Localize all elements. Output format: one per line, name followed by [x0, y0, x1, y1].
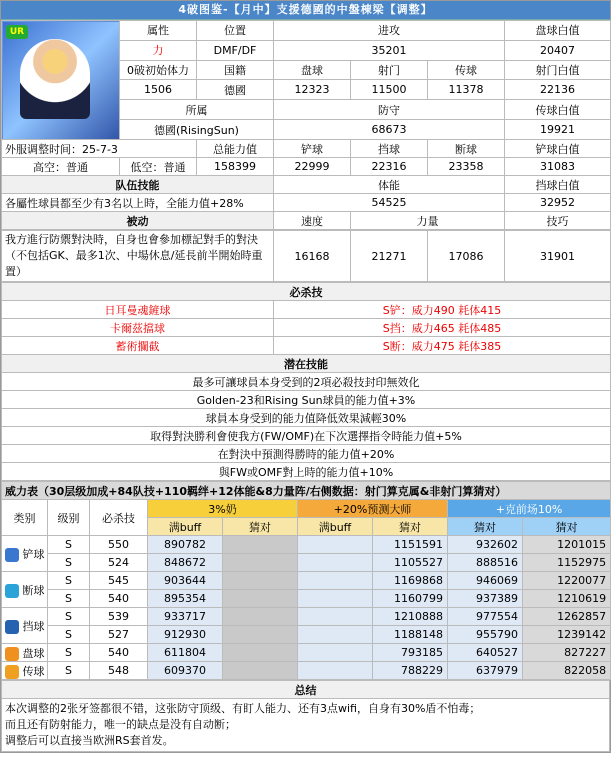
- latent-item-4: 取得對決勝利會使我方(FW/OMF)在下次選擇指令時能力值+5%: [2, 427, 611, 445]
- block-white-header: 挡球白值: [505, 176, 611, 194]
- power-value: [223, 590, 298, 608]
- group-2: +20%预测大师: [298, 500, 448, 518]
- power-value: [298, 590, 373, 608]
- summary-line-2: 而且还有防射能力，唯一的缺点是没有自动断；: [5, 718, 236, 731]
- power-row: [2, 554, 611, 572]
- high-air: 高空：普通: [2, 158, 120, 176]
- power-level: S: [48, 590, 90, 608]
- power-value: 903644: [148, 572, 223, 590]
- shoot-white-header: 射门白值: [505, 60, 611, 80]
- power-type-label: 断球: [22, 583, 45, 597]
- power-value: 827227: [523, 644, 611, 662]
- power-row: [2, 536, 611, 554]
- power-value: 1151591: [373, 536, 448, 554]
- power-value: 611804: [148, 644, 223, 662]
- power-value: 1262857: [523, 608, 611, 626]
- defense-header: 防守: [274, 100, 505, 120]
- power-value: 946069: [448, 572, 523, 590]
- power-level: S: [48, 554, 90, 572]
- power-table: [1, 481, 611, 680]
- attr-value: 力: [120, 40, 197, 60]
- power-value: 890782: [148, 536, 223, 554]
- group-1: 3%奶: [148, 500, 298, 518]
- technique-header: 技巧: [505, 212, 611, 230]
- power-type: [2, 662, 48, 680]
- sub-3: 满buff: [298, 518, 373, 536]
- special-label: 必杀技: [2, 283, 611, 301]
- power-level: S: [48, 572, 90, 590]
- position-value: DMF/DF: [197, 40, 274, 60]
- power-value: [298, 644, 373, 662]
- power-value: 793185: [373, 644, 448, 662]
- summary-line-3: 调整后可以直接当欧洲RS套首发。: [5, 734, 174, 747]
- hp-header: 体能: [274, 176, 505, 194]
- block-value: 22316: [351, 158, 428, 176]
- power-row: [2, 626, 611, 644]
- power-value: [223, 554, 298, 572]
- col-type: 类别: [2, 500, 48, 536]
- power-value: 1160799: [373, 590, 448, 608]
- team-skill-label: 队伍技能: [2, 176, 274, 194]
- power-skill: 524: [90, 554, 148, 572]
- sub-4: 猜对: [373, 518, 448, 536]
- power-skill: 527: [90, 626, 148, 644]
- power-value: 1239142: [523, 626, 611, 644]
- power-value: 788229: [373, 662, 448, 680]
- power-level: S: [48, 644, 90, 662]
- power-type: [2, 536, 48, 572]
- power-skill: 540: [90, 590, 148, 608]
- sub-6: 猜对: [523, 518, 611, 536]
- team-skill-text: 各屬性球員都至少有3名以上時，全能力值+28%: [2, 194, 274, 212]
- special-desc-2: S挡：威力465 耗体485: [274, 319, 611, 337]
- tackle-white-value: 31083: [505, 158, 611, 176]
- player-portrait-icon: [20, 39, 90, 119]
- summary-line-1: 本次调整的2张牙签都很不错，这张防守顶级、有盯人能力、还有3点wifi，自身有30%盾不怕毒；: [5, 702, 481, 715]
- special-name-3: 蓄術攔截: [2, 337, 274, 355]
- dribble-white-value: 20407: [505, 40, 611, 60]
- special-name-2: 卡爾茲擋球: [2, 319, 274, 337]
- intercept-header: 断球: [428, 140, 505, 158]
- shoot-value: 11500: [351, 80, 428, 100]
- power-value: 822058: [523, 662, 611, 680]
- stamina-value: 1506: [120, 80, 197, 100]
- power-value: [223, 536, 298, 554]
- pass-white-value: 19921: [505, 120, 611, 140]
- power-value: 637979: [448, 662, 523, 680]
- power-type: [2, 608, 48, 644]
- col-level: 级别: [48, 500, 90, 536]
- page-title: 4破图鉴-【月中】支援德國的中盤棟梁【调整】: [1, 1, 610, 20]
- power-row: [2, 590, 611, 608]
- power-value: 1210619: [523, 590, 611, 608]
- power-skill: 540: [90, 644, 148, 662]
- defense-value: 68673: [274, 120, 505, 140]
- pass-header: 传球: [428, 60, 505, 80]
- power-value: 1210888: [373, 608, 448, 626]
- skill-type-icon: [5, 584, 19, 598]
- intercept-value: 23358: [428, 158, 505, 176]
- team-header: 所属: [120, 100, 274, 120]
- power-value: 1188148: [373, 626, 448, 644]
- dribble-value: 12323: [274, 80, 351, 100]
- power-value: 888516: [448, 554, 523, 572]
- summary-table: [1, 680, 610, 752]
- latent-item-3: 球員本身受到的能力值降低效果減輕30%: [2, 409, 611, 427]
- power-value: [223, 644, 298, 662]
- shoot-white-value: 22136: [505, 80, 611, 100]
- power-value: 933717: [148, 608, 223, 626]
- power-skill: 539: [90, 608, 148, 626]
- tackle-value: 22999: [274, 158, 351, 176]
- power-value: 1220077: [523, 572, 611, 590]
- power-value: [298, 608, 373, 626]
- passive-table: [1, 230, 611, 282]
- summary-label: 总结: [2, 681, 610, 699]
- power-value: 977554: [448, 608, 523, 626]
- sub-1: 满buff: [148, 518, 223, 536]
- power-value: 937389: [448, 590, 523, 608]
- power-title: 威力表（30层级加成+84队技+110羁绊+12体能&8力量阵/右侧数据：射门算克属&非射门算猜对）: [2, 482, 611, 500]
- power-level: S: [48, 626, 90, 644]
- power-value: [298, 572, 373, 590]
- power-value: 1152975: [523, 554, 611, 572]
- power-row: [2, 644, 611, 662]
- skill-type-icon: [5, 665, 19, 679]
- power-rows: [2, 536, 611, 680]
- power-value: 895354: [148, 590, 223, 608]
- dribble-white-header: 盘球白值: [505, 21, 611, 41]
- total-header: 总能力值: [197, 140, 274, 158]
- special-name-1: 日耳曼魂鏟球: [2, 301, 274, 319]
- latent-item-6: 與FW或OMF對上時的能力值+10%: [2, 463, 611, 481]
- passive-text: 我方進行防禦對決時，自身也會參加標記對手的對決（不包括GK、最多1次、中場休息/延長前半開始時重置）: [2, 231, 274, 282]
- power-value: 955790: [448, 626, 523, 644]
- intercept-white-value: 31901: [505, 231, 611, 282]
- shoot-header: 射门: [351, 60, 428, 80]
- power-skill: 550: [90, 536, 148, 554]
- power-type: [2, 644, 48, 662]
- power-value: [223, 662, 298, 680]
- nation-value: 德國: [197, 80, 274, 100]
- attack-value: 35201: [274, 40, 505, 60]
- stamina-header: 0破初始体力: [120, 60, 197, 80]
- summary-text: [2, 699, 610, 752]
- power-level: S: [48, 608, 90, 626]
- attr-header: 属性: [120, 21, 197, 41]
- player-card-image: [2, 21, 120, 140]
- power-value: [298, 536, 373, 554]
- power-value: [298, 554, 373, 572]
- hp-value: 54525: [274, 194, 505, 212]
- dribble-header: 盘球: [274, 60, 351, 80]
- power-row: [2, 662, 611, 680]
- power-type-label: 传球: [22, 664, 45, 678]
- power-value: [298, 662, 373, 680]
- power-value: 932602: [448, 536, 523, 554]
- power-skill: 548: [90, 662, 148, 680]
- team-value: 德國(RisingSun): [120, 120, 274, 140]
- position-header: 位置: [197, 21, 274, 41]
- power-type: [2, 572, 48, 608]
- power-type-label: 挡球: [22, 619, 45, 633]
- power-type-label: 盘球: [22, 646, 45, 660]
- power-value: 640527: [448, 644, 523, 662]
- power-value: [223, 626, 298, 644]
- latent-item-1: 最多可讓球員本身受到的2項必殺技封印無效化: [2, 373, 611, 391]
- power-value: 1169868: [373, 572, 448, 590]
- latent-item-2: Golden-23和Rising Sun球員的能力值+3%: [2, 391, 611, 409]
- ur-badge: UR: [6, 25, 28, 39]
- top-stats-table: [1, 20, 611, 230]
- update-date: 外服调整时间：25-7-3: [2, 140, 197, 158]
- power-value: 848672: [148, 554, 223, 572]
- power-level: S: [48, 662, 90, 680]
- power-value: 21271: [351, 231, 428, 282]
- pass-white-header: 传球白值: [505, 100, 611, 120]
- sub-5: 猜对: [448, 518, 523, 536]
- attack-header: 进攻: [274, 21, 505, 41]
- passive-label: 被动: [2, 212, 274, 230]
- power-value: 1201015: [523, 536, 611, 554]
- block-white-value: 32952: [505, 194, 611, 212]
- tackle-header: 铲球: [274, 140, 351, 158]
- power-header: 力量: [351, 212, 505, 230]
- speed-value: 16168: [274, 231, 351, 282]
- power-value: [298, 626, 373, 644]
- power-value: 609370: [148, 662, 223, 680]
- tackle-white-header: 铲球白值: [505, 140, 611, 158]
- special-desc-1: S铲：威力490 耗体415: [274, 301, 611, 319]
- power-level: S: [48, 536, 90, 554]
- latent-label: 潜在技能: [2, 355, 611, 373]
- block-header: 挡球: [351, 140, 428, 158]
- skill-type-icon: [5, 620, 19, 634]
- col-skill: 必杀技: [90, 500, 148, 536]
- power-value: 1105527: [373, 554, 448, 572]
- latent-item-5: 在對決中預測得勝時的能力值+20%: [2, 445, 611, 463]
- power-skill: 545: [90, 572, 148, 590]
- power-value: [223, 608, 298, 626]
- power-value: 912930: [148, 626, 223, 644]
- power-row: [2, 608, 611, 626]
- technique-value: 17086: [428, 231, 505, 282]
- pass-value: 11378: [428, 80, 505, 100]
- skill-type-icon: [5, 647, 19, 661]
- total-value: 158399: [197, 158, 274, 176]
- special-table: [1, 282, 611, 481]
- power-row: [2, 572, 611, 590]
- skill-type-icon: [5, 548, 19, 562]
- power-value: [223, 572, 298, 590]
- speed-header: 速度: [274, 212, 351, 230]
- low-air: 低空：普通: [120, 158, 197, 176]
- special-desc-3: S断：威力475 耗体385: [274, 337, 611, 355]
- nation-header: 国籍: [197, 60, 274, 80]
- power-type-label: 铲球: [22, 547, 45, 561]
- sub-2: 猜对: [223, 518, 298, 536]
- group-3: +克前场10%: [448, 500, 611, 518]
